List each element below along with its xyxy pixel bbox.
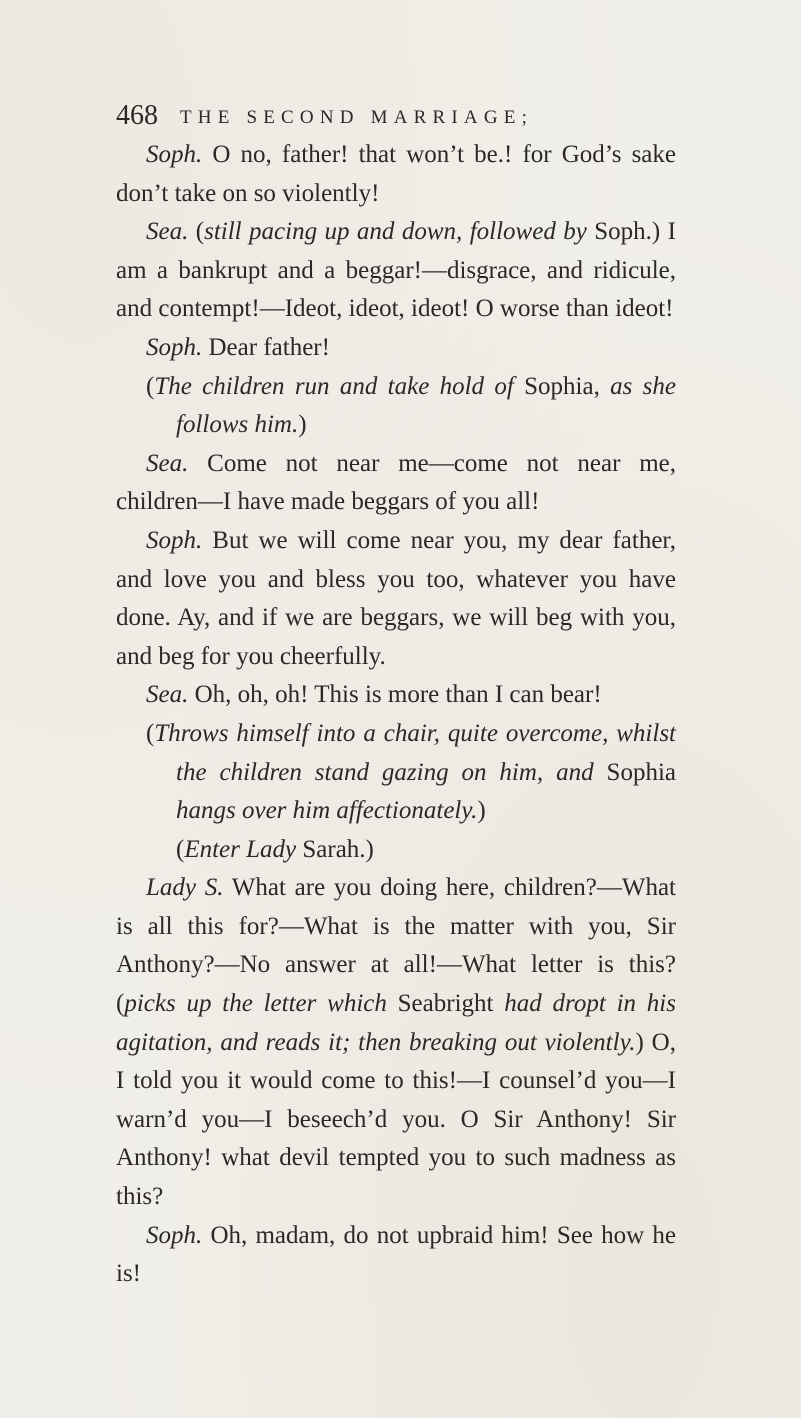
stage-direction: The children run and take hold of xyxy=(154,372,514,400)
page-number: 468 xyxy=(116,100,158,131)
speech-paragraph xyxy=(116,329,676,368)
speech-text: Oh, madam, do not upbraid him! See how he is! xyxy=(116,1221,676,1288)
paren: ) xyxy=(298,411,307,439)
speech-paragraph xyxy=(116,1217,676,1294)
speech-text: ) I am a bankrupt and a beggar!—disgrace, and ridicule, and contempt!—Ideot, ideot, ideot! O worse than ideot! xyxy=(116,218,676,323)
stage-direction-paragraph xyxy=(146,368,676,445)
speech-paragraph xyxy=(116,445,676,522)
stage-direction: hangs over him affectionately. xyxy=(176,797,478,825)
character-name: Sophia, xyxy=(513,372,600,400)
speech-paragraph xyxy=(116,869,676,1216)
speech-paragraph xyxy=(116,136,676,213)
character-name: Soph. xyxy=(586,218,652,246)
stage-direction: still pacing up and down, followed by xyxy=(204,218,587,246)
running-head: THE SECOND MARRIAGE; xyxy=(180,107,534,128)
stage-direction: Throws himself into a chair, quite overcome, whilst the children stand gazing on him, and xyxy=(154,719,676,786)
speaker-name: Lady S. xyxy=(146,874,224,902)
speech-paragraph xyxy=(116,522,676,676)
stage-direction: had dropt in his agitation, and reads it; then breaking out violently. xyxy=(116,990,676,1056)
character-name: Sarah. xyxy=(296,835,366,863)
speech-text: ) O, I told you it would come to this!—I counsel’d you—I warn’d you—I beseech’d you. O Sir Anthony! Sir Anthony! what devil tempted you to such madness as this? xyxy=(116,1028,676,1211)
speech-paragraph xyxy=(116,213,676,329)
speech-text: What are you doing here, children?—What is all this for?—What is the matter with you, Sir Anthony?—No answer at all!—What letter is this? ( xyxy=(116,874,677,1018)
speech-text: O no, father! that won’t be.! for God’s sake don’t take on so violently! xyxy=(116,141,676,207)
page-header xyxy=(116,96,676,136)
stage-direction-paragraph xyxy=(176,831,676,870)
character-name: Seabright xyxy=(386,990,494,1018)
paren: ) xyxy=(477,797,486,825)
speaker-name: Soph. xyxy=(146,526,203,554)
dialogue-text xyxy=(116,136,676,1294)
paren: ( xyxy=(176,835,185,863)
stage-direction: as she follows him. xyxy=(176,372,676,439)
speaker-name: Soph. xyxy=(146,141,203,168)
stage-direction-paragraph xyxy=(146,715,677,831)
speech-text: Come not near me—come not near me, children—I have made beggars of you all! xyxy=(116,449,676,516)
character-name: Sophia xyxy=(593,758,677,786)
stage-direction: Enter Lady xyxy=(184,835,297,863)
speech-text: But we will come near you, my dear father, and love you and bless you too, whatever you have done. Ay, and if we are beggars, we will beg with you, and beg for you cheerfully. xyxy=(116,526,676,670)
speech-text: Oh, oh, oh! This is more than I can bear! xyxy=(188,681,602,709)
paren: ) xyxy=(365,835,374,863)
speech-text: ( xyxy=(188,218,205,246)
paren: ( xyxy=(146,372,155,400)
speaker-name: Sea. xyxy=(146,681,189,709)
paren: ( xyxy=(146,719,155,747)
speaker-name: Sea. xyxy=(146,449,189,477)
speech-paragraph xyxy=(116,676,676,715)
speaker-name: Soph. xyxy=(146,1221,203,1249)
speech-text: Dear father! xyxy=(202,333,330,361)
stage-direction: picks up the letter which xyxy=(124,990,387,1018)
speaker-name: Sea. xyxy=(146,218,189,246)
speaker-name: Soph. xyxy=(146,333,203,361)
